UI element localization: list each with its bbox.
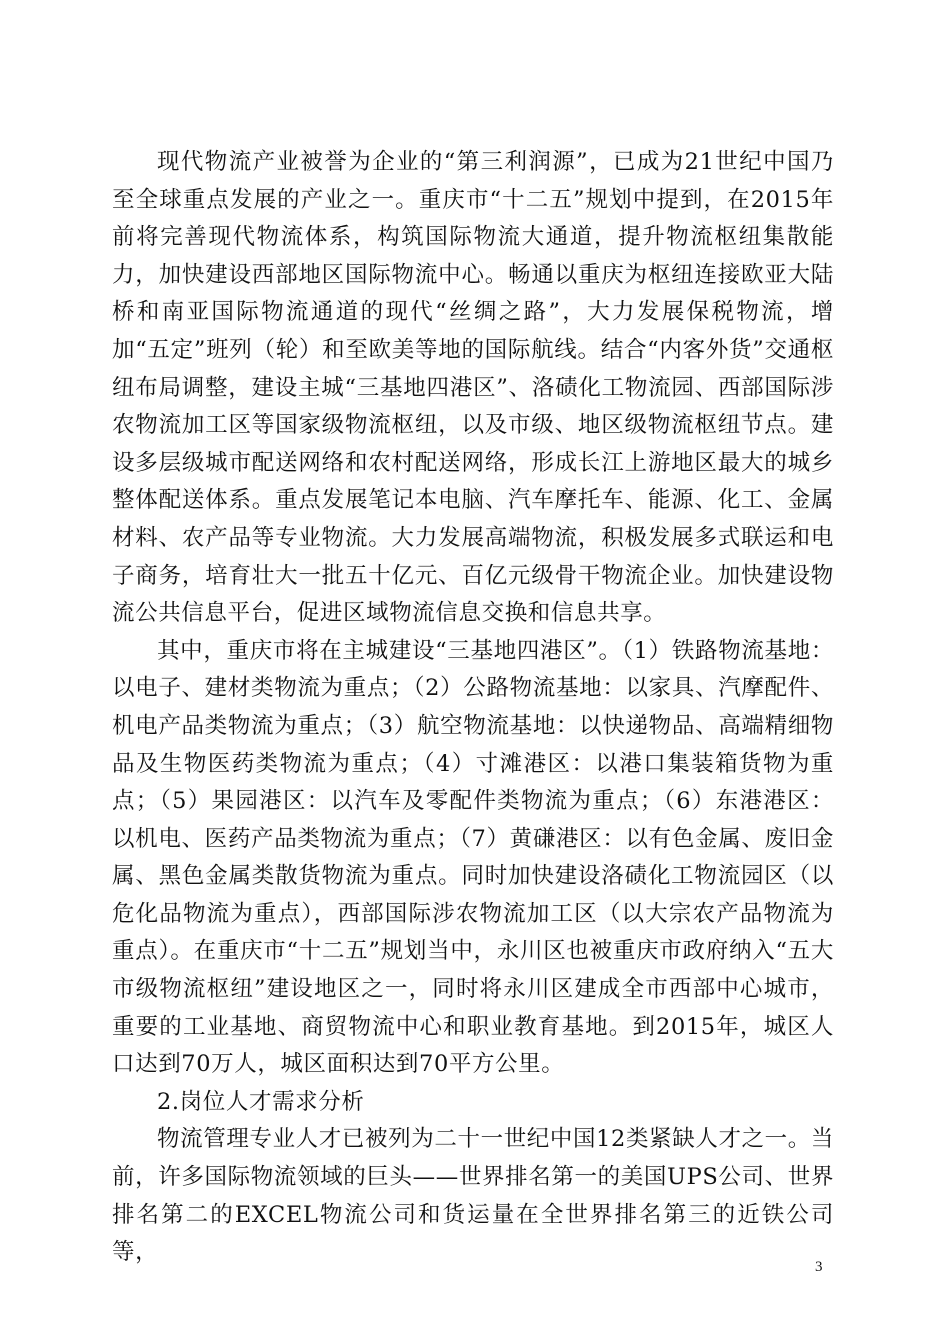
section-heading: 2.岗位人才需求分析 (157, 1088, 365, 1115)
body-paragraph-main-city-hubs: 其中，重庆市将在主城建设“三基地四港区”。（1）铁路物流基地：以电子、建材类物流为重点；（2）公路物流基地：以家具、汽摩配件、机电产品类物流为重点；（3）航空物流基地：以快递物品、高端精细物品及生物医药类物流为重点；（4）寸滩港区：以港口集装箱货物为重点；（5）果园港区：以汽车及零配件类物流为重点；（6）东港港区：以机电、医药产品类物流为重点；（7）黄磏港区：以有色金属、废旧金属、黑色金属类散货物流为重点。同时加快建设洛碛化工物流园区（以危化品物流为重点），西部国际涉农物流加工区（以大宗农产品物流为重点）。在重庆市“十二五”规划当中，永川区也被重庆市政府纳入“五大市级物流枢纽”建设地区之一，同时将永川区建成全市西部中心城市，重要的工业基地、商贸物流中心和职业教育基地。到2015年，城区人口达到70万人，城区面积达到70平方公里。 (112, 637, 834, 1078)
body-paragraph-talent-demand: 物流管理专业人才已被列为二十一世纪中国12类紧缺人才之一。当前，许多国际物流领域的巨头——世界排名第一的美国UPS公司、世界排名第二的EXCEL物流公司和货运量在全世界排名第三的近铁公司等， (112, 1126, 834, 1266)
body-paragraph-logistics-overview: 现代物流产业被誉为企业的“第三利润源”，已成为21世纪中国乃至全球重点发展的产业之一。重庆市“十二五”规划中提到，在2015年前将完善现代物流体系，构筑国际物流大通道，提升物流枢纽集散能力，加快建设西部地区国际物流中心。畅通以重庆为枢纽连接欧亚大陆桥和南亚国际物流通道的现代“丝绸之路”，大力发展保税物流，增加“五定”班列（轮）和至欧美等地的国际航线。结合“内客外货”交通枢纽布局调整，建设主城“三基地四港区”、洛碛化工物流园、西部国际涉农物流加工区等国家级物流枢纽，以及市级、地区级物流枢纽节点。建设多层级城市配送网络和农村配送网络，形成长江上游地区最大的城乡整体配送体系。重点发展笔记本电脑、汽车摩托车、能源、化工、金属材料、农产品等专业物流。大力发展高端物流，积极发展多式联运和电子商务，培育壮大一批五十亿元、百亿元级骨干物流企业。加快建设物流公共信息平台，促进区域物流信息交换和信息共享。 (112, 149, 834, 627)
document-page (112, 144, 834, 1272)
page-number: 3 (815, 1259, 823, 1275)
